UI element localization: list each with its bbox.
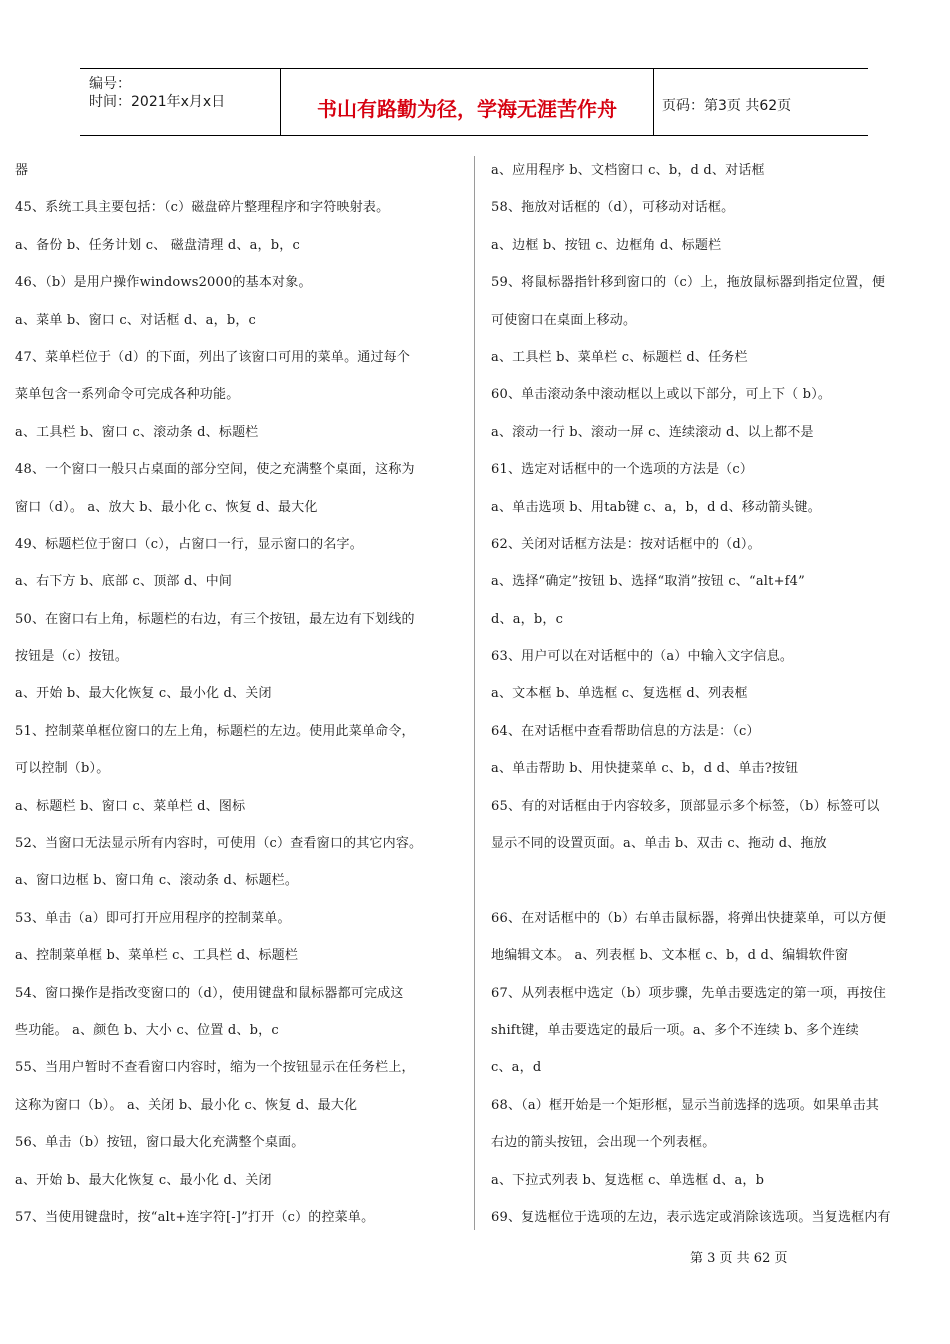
header-meta bbox=[80, 69, 281, 135]
text-line: a、选择“确定”按钮 b、选择“取消”按钮 c、“alt+f4” bbox=[491, 574, 806, 590]
text-line: 这称为窗口（b）。 a、关闭 b、最小化 c、恢复 d、最大化 bbox=[15, 1097, 358, 1113]
motto-text: 书山有路勤为径，学海无涯苦作舟 bbox=[317, 97, 617, 121]
text-line: 右边的箭头按钮，会出现一个列表框。 bbox=[491, 1135, 716, 1151]
text-line: 些功能。 a、颜色 b、大小 c、位置 d、b，c bbox=[15, 1022, 279, 1038]
text-line: a、边框 b、按钮 c、边框角 d、标题栏 bbox=[491, 237, 722, 253]
text-line: a、窗口边框 b、窗口角 c、滚动条 d、标题栏。 bbox=[15, 873, 299, 889]
text-line: 61、选定对话框中的一个选项的方法是（c） bbox=[491, 462, 754, 478]
text-line: 窗口（d）。 a、放大 b、最小化 c、恢复 d、最大化 bbox=[15, 499, 318, 515]
text-line: 64、在对话框中查看帮助信息的方法是：（c） bbox=[491, 723, 760, 739]
text-line: a、文本框 b、单选框 c、复选框 d、列表框 bbox=[491, 686, 748, 702]
text-line: 65、有的对话框由于内容较多，顶部显示多个标签，（b）标签可以 bbox=[491, 798, 880, 814]
column-divider bbox=[474, 156, 475, 1230]
text-line: a、右下方 b、底部 c、顶部 d、中间 bbox=[15, 574, 233, 590]
text-line: c、a，d bbox=[491, 1060, 542, 1076]
text-line: 68、（a）框开始是一个矩形框，显示当前选择的选项。如果单击其 bbox=[491, 1097, 879, 1113]
text-line: 51、控制菜单框位窗口的左上角，标题栏的左边。使用此菜单命令， bbox=[15, 723, 415, 739]
text-line: 62、关闭对话框方法是：按对话框中的（d）。 bbox=[491, 536, 761, 552]
text-line: 55、当用户暂时不查看窗口内容时，缩为一个按钮显示在任务栏上， bbox=[15, 1060, 415, 1076]
text-line: 63、用户可以在对话框中的（a）中输入文字信息。 bbox=[491, 649, 794, 665]
text-line: 地编辑文本。 a、列表框 b、文本框 c、b，d d、编辑软件窗 bbox=[491, 948, 849, 964]
text-line: 69、复选框位于选项的左边，表示选定或消除该选项。当复选框内有 bbox=[491, 1209, 891, 1225]
text-line: 按钮是（c）按钮。 bbox=[15, 649, 129, 665]
text-line: 66、在对话框中的（b）右单击鼠标器，将弹出快捷菜单，可以方便 bbox=[491, 910, 887, 926]
text-line: 50、在窗口右上角，标题栏的右边，有三个按钮，最左边有下划线的 bbox=[15, 611, 415, 627]
text-line: a、滚动一行 b、滚动一屏 c、连续滚动 d、以上都不是 bbox=[491, 424, 814, 440]
text-line: 58、拖放对话框的（d），可移动对话框。 bbox=[491, 200, 735, 216]
page-info: 页码：第3页 共62页 bbox=[662, 98, 792, 114]
text-line: a、单击帮助 b、用快捷菜单 c、b，d d、单击?按钮 bbox=[491, 761, 799, 777]
text-line: a、备份 b、任务计划 c、 磁盘清理 d、a，b，c bbox=[15, 237, 300, 253]
text-line: 器 bbox=[15, 163, 29, 178]
text-line: 可以控制（b）。 bbox=[15, 761, 110, 777]
header-motto-cell bbox=[281, 69, 654, 135]
text-line: a、开始 b、最大化恢复 c、最小化 d、关闭 bbox=[15, 1172, 272, 1188]
text-line: a、工具栏 b、菜单栏 c、标题栏 d、任务栏 bbox=[491, 349, 748, 365]
page-footer: 第 3 页 共 62 页 bbox=[690, 1251, 788, 1266]
text-line: 显示不同的设置页面。a、单击 b、双击 c、拖动 d、拖放 bbox=[491, 836, 827, 852]
text-line: 48、一个窗口一般只占桌面的部分空间，使之充满整个桌面，这称为 bbox=[15, 462, 415, 478]
text-line: 57、当使用键盘时，按“alt+连字符[-]”打开（c）的控菜单。 bbox=[15, 1209, 375, 1225]
right-column bbox=[491, 158, 941, 1242]
text-line: 67、从列表框中选定（b）项步骤，先单击要选定的第一项，再按住 bbox=[491, 985, 887, 1001]
text-line: 可使窗口在桌面上移动。 bbox=[491, 312, 637, 328]
text-line: 菜单包含一系列命令可完成各种功能。 bbox=[15, 387, 240, 403]
text-line: 56、单击（b）按钮，窗口最大化充满整个桌面。 bbox=[15, 1135, 305, 1151]
text-line: 60、单击滚动条中滚动框以上或以下部分，可上下（ b）。 bbox=[491, 387, 832, 403]
left-column bbox=[15, 158, 465, 1242]
text-line bbox=[491, 868, 941, 905]
time-label: 时间：2021年x月x日 bbox=[89, 94, 226, 110]
text-line: a、工具栏 b、窗口 c、滚动条 d、标题栏 bbox=[15, 424, 259, 440]
page-header bbox=[80, 68, 868, 136]
text-line: a、标题栏 b、窗口 c、菜单栏 d、图标 bbox=[15, 798, 246, 814]
text-line: d、a，b，c bbox=[491, 611, 564, 627]
text-line: a、菜单 b、窗口 c、对话框 d、a，b，c bbox=[15, 312, 257, 328]
text-line: a、应用程序 b、文档窗口 c、b，d d、对话框 bbox=[491, 163, 765, 178]
text-line: 47、菜单栏位于（d）的下面，列出了该窗口可用的菜单。通过每个 bbox=[15, 349, 411, 365]
text-line: 59、将鼠标器指针移到窗口的（c）上，拖放鼠标器到指定位置，便 bbox=[491, 275, 886, 291]
text-line: 53、单击（a）即可打开应用程序的控制菜单。 bbox=[15, 910, 291, 926]
text-line: a、下拉式列表 b、复选框 c、单选框 d、a，b bbox=[491, 1172, 765, 1188]
serial-label: 编号： bbox=[89, 76, 131, 92]
text-line: 46、（b）是用户操作windows2000的基本对象。 bbox=[15, 275, 312, 291]
text-line: shift键，单击要选定的最后一项。a、多个不连续 b、多个连续 bbox=[491, 1022, 859, 1038]
text-line: 45、系统工具主要包括：（c）磁盘碎片整理程序和字符映射表。 bbox=[15, 200, 390, 216]
text-line: 52、当窗口无法显示所有内容时，可使用（c）查看窗口的其它内容。 bbox=[15, 836, 423, 852]
text-line: a、控制菜单框 b、菜单栏 c、工具栏 d、标题栏 bbox=[15, 948, 299, 964]
text-line: a、开始 b、最大化恢复 c、最小化 d、关闭 bbox=[15, 686, 272, 702]
text-line: a、单击选项 b、用tab键 c、a，b，d d、移动箭头键。 bbox=[491, 499, 821, 515]
text-line: 49、标题栏位于窗口（c），占窗口一行，显示窗口的名字。 bbox=[15, 536, 363, 552]
text-line: 54、窗口操作是指改变窗口的（d），使用键盘和鼠标器都可完成这 bbox=[15, 985, 404, 1001]
